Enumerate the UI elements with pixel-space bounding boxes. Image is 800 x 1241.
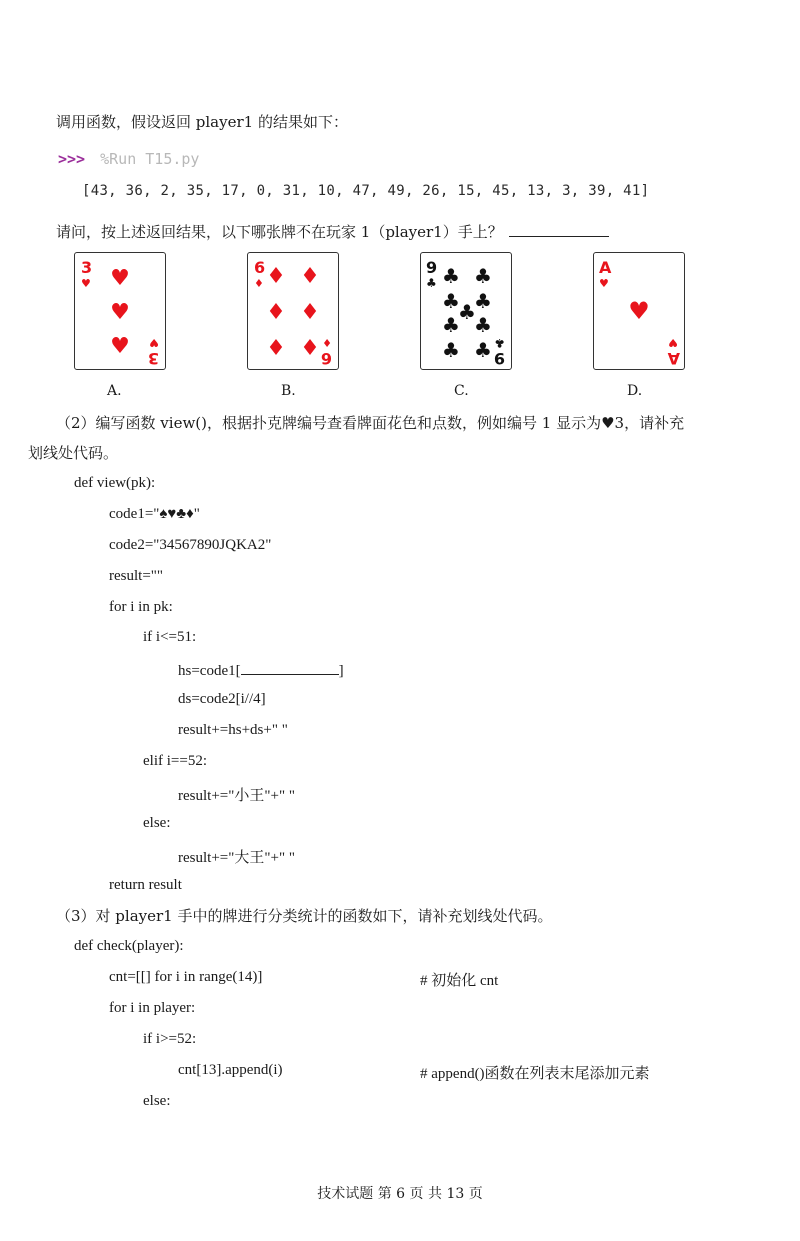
club-icon: ♣	[442, 338, 460, 362]
card-b-rank-bottom: 6	[320, 349, 332, 368]
heart-icon: ♥	[110, 266, 130, 291]
code-line: cnt=[[] for i in range(14)]	[109, 969, 263, 985]
option-a-label: A.	[107, 383, 122, 399]
question2-line1: （2）编写函数 view()，根据扑克牌编号查看牌面花色和点数，例如编号 1 显示为♥3，请补充	[56, 414, 685, 432]
heart-icon: ♥	[149, 336, 159, 349]
heart-icon: ♥	[110, 334, 130, 359]
intro-text: 调用函数，假设返回 player1 的结果如下：	[56, 113, 348, 131]
card-b-face	[248, 253, 338, 369]
card-b	[247, 252, 339, 370]
option-d-label: D.	[627, 383, 643, 399]
question1	[56, 222, 609, 242]
card-d	[593, 252, 685, 370]
card-a-rank-top: 3	[81, 258, 93, 277]
club-icon: ♣	[426, 276, 437, 290]
code-line: result+=hs+ds+" "	[178, 722, 288, 738]
club-icon: ♣	[458, 300, 476, 324]
question3: （3）对 player1 手中的牌进行分类统计的函数如下，请补充划线处代码。	[56, 907, 553, 925]
club-icon: ♣	[442, 313, 460, 337]
card-a-rank-bottom: 3	[147, 349, 159, 368]
option-c-label: C.	[454, 383, 469, 399]
card-c-rank-top: 9	[426, 258, 438, 277]
page-footer: 技术试题 第 6 页 共 13 页	[317, 1186, 483, 1202]
code-line-with-blank	[178, 660, 344, 680]
code-comment: # 初始化 cnt	[420, 973, 499, 989]
code-line: elif i==52:	[143, 753, 207, 769]
diamond-icon: ♦	[300, 264, 320, 289]
diamond-icon: ♦	[266, 300, 286, 325]
code-line: return result	[109, 877, 182, 893]
card-a	[74, 252, 166, 370]
code-comment: # append()函数在列表末尾添加元素	[420, 1066, 650, 1082]
card-d-rank-top: A	[599, 258, 612, 277]
club-icon: ♣	[442, 289, 460, 313]
club-icon: ♣	[474, 313, 492, 337]
card-c	[420, 252, 512, 370]
question2-line2: 划线处代码。	[28, 444, 119, 462]
diamond-icon: ♦	[322, 336, 332, 349]
heart-icon: ♥	[110, 300, 130, 325]
code-line: ds=code2[i//4]	[178, 691, 266, 707]
card-c-rank-bottom: 9	[493, 349, 505, 368]
code-line: code2="34567890JQKA2"	[109, 537, 272, 553]
run-command: %Run T15.py	[100, 150, 200, 168]
code-fragment: ]	[338, 663, 344, 679]
code-line: for i in player:	[109, 1000, 196, 1016]
code-fragment: hs=code1[	[178, 663, 241, 679]
heart-icon: ♥	[668, 336, 678, 349]
card-b-rank-top: 6	[254, 258, 266, 277]
code-line: def check(player):	[74, 938, 184, 954]
club-icon: ♣	[474, 289, 492, 313]
code-line: def view(pk):	[74, 475, 156, 491]
answer-blank-q1	[509, 222, 609, 237]
heart-icon: ♥	[628, 297, 650, 325]
diamond-icon: ♦	[266, 264, 286, 289]
diamond-icon: ♦	[300, 300, 320, 325]
diamond-icon: ♦	[266, 336, 286, 361]
prompt-chevrons: >>>	[58, 150, 86, 168]
question1-text: 请问，按上述返回结果，以下哪张牌不在玩家 1（player1）手上？	[56, 223, 503, 241]
club-icon: ♣	[442, 264, 460, 288]
code-line: result+="小王"+" "	[178, 788, 295, 804]
code-line: if i>=52:	[143, 1031, 197, 1047]
code-line: for i in pk:	[109, 599, 173, 615]
answer-blank-q2	[241, 660, 339, 675]
card-c-face	[421, 253, 511, 369]
output-list: [43, 36, 2, 35, 17, 0, 31, 10, 47, 49, 26, 15, 45, 13, 3, 39, 41]	[82, 183, 650, 199]
club-icon: ♣	[494, 336, 505, 350]
code-line: if i<=51:	[143, 629, 197, 645]
code-line: code1="♠♥♣♦"	[109, 506, 200, 522]
heart-icon: ♥	[81, 277, 91, 290]
code-line: result+="大王"+" "	[178, 850, 295, 866]
club-icon: ♣	[474, 338, 492, 362]
club-icon: ♣	[474, 264, 492, 288]
code-line: else:	[143, 815, 171, 831]
card-a-face	[75, 253, 165, 369]
heart-icon: ♥	[599, 277, 609, 290]
code-line: cnt[13].append(i)	[178, 1062, 283, 1078]
run-prompt	[58, 150, 199, 168]
option-b-label: B.	[281, 383, 296, 399]
card-d-face	[594, 253, 684, 369]
diamond-icon: ♦	[254, 277, 264, 290]
diamond-icon: ♦	[300, 336, 320, 361]
code-line: result=""	[109, 568, 164, 584]
code-line: else:	[143, 1093, 171, 1109]
card-d-rank-bottom: A	[667, 349, 680, 368]
